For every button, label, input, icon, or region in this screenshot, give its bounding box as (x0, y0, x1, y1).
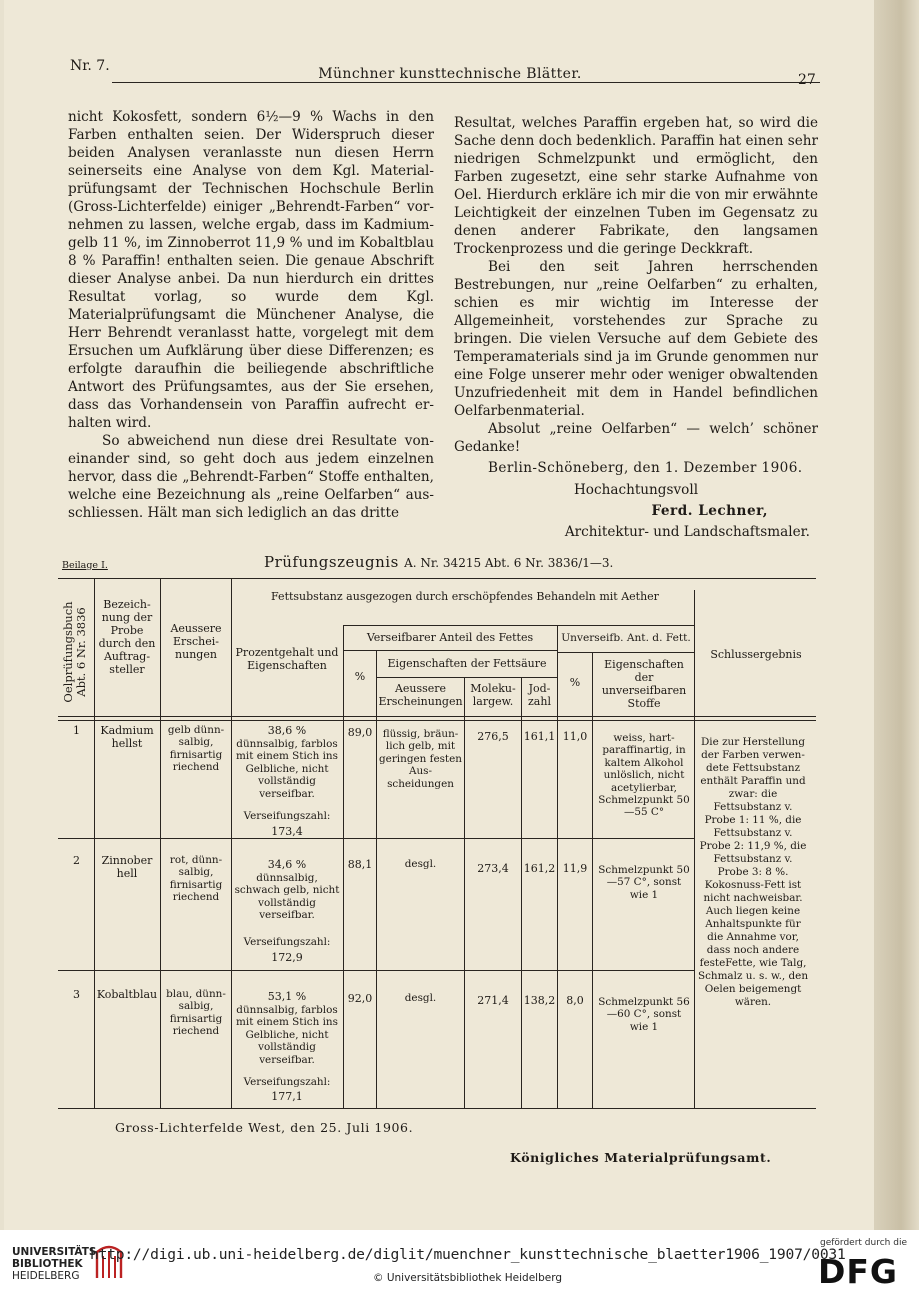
copyright-notice: © Universitätsbibliothek Heidelberg (373, 1272, 563, 1284)
header-rule (112, 82, 820, 83)
row-1-unverseif-pct: 11,0 (562, 730, 588, 743)
row-1-aeussere: gelb dünnsalbig, firnisartig riechend (167, 724, 225, 774)
header-jodzahl: Jodzahl (528, 682, 551, 708)
journal-title: Münchner kunsttechnische Blätter. (318, 66, 582, 82)
issue-number: Nr. 7. (70, 58, 110, 74)
column-rule (592, 652, 593, 1108)
header-bezeichnung: Bezeichnung der Probe durch den Auftragsteller (98, 598, 156, 676)
column-rule (557, 625, 558, 1108)
signature: Ferd. Lechner, (651, 503, 768, 519)
row-1-molek: 276,5 (477, 730, 509, 743)
row-2-unverseif-pct: 11,9 (562, 862, 588, 875)
row-1-probe: Kadmium hellst (100, 724, 154, 750)
certificate-reference: A. Nr. 34215 Abt. 6 Nr. 3836/1—3. (404, 556, 614, 570)
left-column (68, 108, 434, 522)
date-line: Berlin-Schöneberg, den 1. Dezember 1906. (488, 460, 803, 476)
library-name-line: HEIDELBERG (12, 1270, 80, 1282)
row-2-prozent-desc: dünnsalbig, schwach gelb, nicht vollständig verseifbar. (234, 872, 340, 922)
row-1-jod: 161,1 (523, 730, 556, 743)
header-subrule (557, 652, 694, 653)
row-1-vz-label: Verseifungszahl: (243, 810, 331, 822)
row-3-nr: 3 (73, 988, 80, 1001)
row-3-prozent: 53,1 % (267, 990, 307, 1003)
row-1-fettsaeure-aeussere: flüssig, bräunlich gelb, mit geringen festen Ausscheidungen (379, 728, 462, 790)
signature-role: Architektur- und Landschaftsmaler. (564, 524, 810, 540)
row-1-prozent: 38,6 % (267, 724, 307, 737)
table-header-rule (58, 716, 816, 717)
row-3-molek: 271,4 (477, 994, 509, 1007)
column-rule (94, 578, 95, 1108)
row-2-vz: 172,9 (271, 951, 303, 964)
row-3-probe: Kobaltblau (96, 988, 158, 1001)
header-unverseifbarer-anteil: Unverseifb. Ant. d. Fett. (561, 632, 691, 644)
paragraph: nicht Kokosfett, sondern 6½—9 % Wachs in den Farben enthalten seien. Der Widerspruch dieser beiden Analysen veranlasste nun diesen Herrn seinerseits eine Analyse von dem Kgl. Materialprüfungsamt der Technischen Hochschule Berlin (Gross-Lichterfelde) einiger „Behrendt-Farben“ vornehmen zu lassen, welche ergab, dass im Kadmiumgelb 11 %, im Zinnoberrot 11,9 % und im Kobaltblau 8 % Paraffin! enthalten seien. Die genaue Abschrift dieser Analyse anbei. Da nun hierdurch ein drittes Resultat vorlag, so wurde dem Kgl. Materialprüfungsamt die Münchener Analyse, die Herr Behrendt veranlasst hatte, vorgelegt mit dem Ersuchen um Aufklärung über diese Differenzen; es erfolgte daraufhin die beiliegende abschriftliche Antwort des Prüfungsamtes, aus der Sie ersehen, dass das Vorhandensein von Paraffin aufrecht erhalten wird. (68, 109, 434, 431)
header-subrule (376, 677, 557, 678)
row-2-aeussere: rot, dünnsalbig, firnisartig riechend (169, 854, 223, 904)
header-verseifbarer-anteil: Verseifbarer Anteil des Fettes (366, 631, 534, 644)
beilage-label: Beilage I. (62, 560, 108, 571)
viewer-footer (0, 1230, 919, 1296)
table-top-rule (58, 578, 816, 579)
row-3-vz: 177,1 (271, 1090, 303, 1103)
certificate-title (264, 553, 613, 571)
row-2-fettsaeure-aeussere: desgl. (404, 858, 437, 870)
header-schlussergebnis: Schlussergebnis (710, 648, 802, 661)
row-2-molek: 273,4 (477, 862, 509, 875)
paragraph: Bei den seit Jahren herrschenden Bestrebungen, nur „reine Oelfarben“ zu erhalten, schien es mir wichtig im Interesse der Allgemeinheit, vorstehendes zur Sprache zu bringen. Die vielen Versuche auf dem Gebiete des Temperamaterials sind ja im Grunde genommen nur eine Folge unserer mehr oder weniger obwaltenden Unzufriedenheit mit dem in Handel befindlichen Oelfarbenmaterial. (454, 259, 818, 419)
row-3-aeussere: blau, dünnsalbig, firnisartig riechend (166, 988, 226, 1038)
right-column (454, 114, 818, 541)
row-2-unverseif-eigen: Schmelzpunkt 50—57 C°, sonst wie 1 (598, 864, 690, 901)
row-1-unverseif-eigen: weiss, hartparaffinartig, in kaltem Alkohol unlöslich, nicht acetylierbar, Schmelzpunkt 50—55 C° (598, 732, 690, 819)
row-3-fettsaeure-aeussere: desgl. (404, 992, 437, 1004)
paragraph: Resultat, welches Paraffin ergeben hat, so wird die Sache denn doch bedenklich. Paraffin hat einen sehr niedrigen Schmelzpunkt und ermöglicht, den Farben zugesetzt, eine sehr starke Aufnahme von Oel. Hierdurch erkläre ich mir die von mir erwähnte Leichtigkeit der einzelnen Tuben im Gegensatz zu denen anderer Fabrikate, den langsamen Trockenprozess und die geringe Deckkraft. (454, 115, 819, 257)
header-aeussere-erscheinungen: Aeussere Erscheinungen (378, 682, 463, 708)
row-2-nr: 2 (73, 854, 80, 867)
greeting: Hochachtungsvoll (573, 482, 699, 498)
certificate-title-main: Prüfungszeugnis (264, 553, 399, 571)
header-subrule (343, 650, 557, 651)
header-percent: % (354, 670, 366, 683)
column-rule (464, 677, 465, 1108)
header-molekulargewicht: Molekulargew. (470, 682, 516, 708)
row-3-jod: 138,2 (523, 994, 556, 1007)
row-3-unverseif-eigen: Schmelzpunkt 56—60 C°, sonst wie 1 (598, 996, 690, 1033)
header-subrule (343, 625, 694, 626)
header-oelpruefungsbuch: Oelprüfungsbuch Abt. 6 Nr. 3836 (61, 601, 88, 703)
page-edge (874, 0, 919, 1230)
row-3-prozent-desc: dünnsalbig, farblos mit einem Stich ins Gelbliche, nicht vollständig verseifbar. (236, 1004, 338, 1066)
row-1-prozent-desc: dünnsalbig, farblos mit einem Stich ins Gelbliche, nicht vollständig verseifbar. (236, 738, 338, 800)
column-rule (376, 650, 377, 1108)
permalink-url[interactable]: http://digi.ub.uni-heidelberg.de/diglit/muenchner_kunsttechnische_blaetter1906_1907/0031 (90, 1246, 846, 1263)
header-fettsubstanz: Fettsubstanz ausgezogen durch erschöpfendes Behandeln mit Aether (271, 590, 659, 603)
header-percent: % (569, 676, 581, 689)
schlussergebnis-text: Die zur Herstellung der Farben verwendete Fettsubstanz enthält Paraffin und zwar: die Fettsubstanz v. Probe 1: 11 %, die Fettsubstanz v. Probe 2: 11,9 %, die Fettsubstanz v. Probe 3: 8 %. Kokosnuss-Fett ist nicht nachweisbar. Auch liegen keine Anhaltspunkte für die Annahme vor, dass noch andere festeFette, wie Talg, Schmalz u. s. w., den Oelen beigemengt wären. (697, 736, 809, 1008)
column-rule (521, 677, 522, 1108)
library-name-line: UNIVERSITÄTS- (12, 1246, 101, 1258)
row-1-nr: 1 (73, 724, 80, 737)
dfg-logo: DFG (818, 1252, 899, 1291)
issuing-authority: Königliches Materialprüfungsamt. (510, 1150, 772, 1165)
table-bottom-rule (58, 1108, 816, 1109)
row-1-verseif-pct: 89,0 (347, 726, 373, 739)
header-aeussere: Aeussere Erscheinungen (170, 622, 222, 661)
paragraph: So abweichend nun diese drei Resultate voneinander sind, so geht doch aus jedem einzelnen hervor, dass die „Behrendt-Farben“ Stoffe enthalten, welche eine Bezeichnung als „reine Oelfarben“ ausschliessen. Hält man sich lediglich an das dritte (68, 433, 434, 521)
row-2-verseif-pct: 88,1 (347, 858, 373, 871)
funding-label: gefördert durch die (820, 1238, 907, 1248)
row-2-probe: Zinnober hell (101, 854, 153, 880)
column-rule (231, 578, 232, 1108)
header-eigenschaften-fettsaeure: Eigenschaften der Fettsäure (387, 657, 547, 670)
page-number: 27 (798, 72, 816, 88)
place-date: Gross-Lichterfelde West, den 25. Juli 1906. (115, 1120, 414, 1135)
header-eigenschaften-unverseifbar: Eigenschaften der unverseifbaren Stoffe (601, 658, 687, 710)
row-3-vz-label: Verseifungszahl: (243, 1076, 331, 1088)
row-3-unverseif-pct: 8,0 (566, 994, 584, 1007)
header-prozentgehalt: Prozentgehalt und Eigenschaften (235, 646, 339, 672)
column-rule (160, 578, 161, 1108)
row-1-vz: 173,4 (271, 825, 303, 838)
library-name-line: BIBLIOTHEK (12, 1258, 83, 1270)
row-2-jod: 161,2 (523, 862, 556, 875)
row-3-verseif-pct: 92,0 (347, 992, 373, 1005)
row-2-prozent: 34,6 % (267, 858, 307, 871)
row-2-vz-label: Verseifungszahl: (243, 936, 331, 948)
library-logo (12, 1246, 101, 1282)
table-header-rule (58, 720, 816, 721)
column-rule (694, 590, 695, 1108)
paragraph: Absolut „reine Oelfarben“ — welch’ schöner Gedanke! (454, 421, 818, 455)
